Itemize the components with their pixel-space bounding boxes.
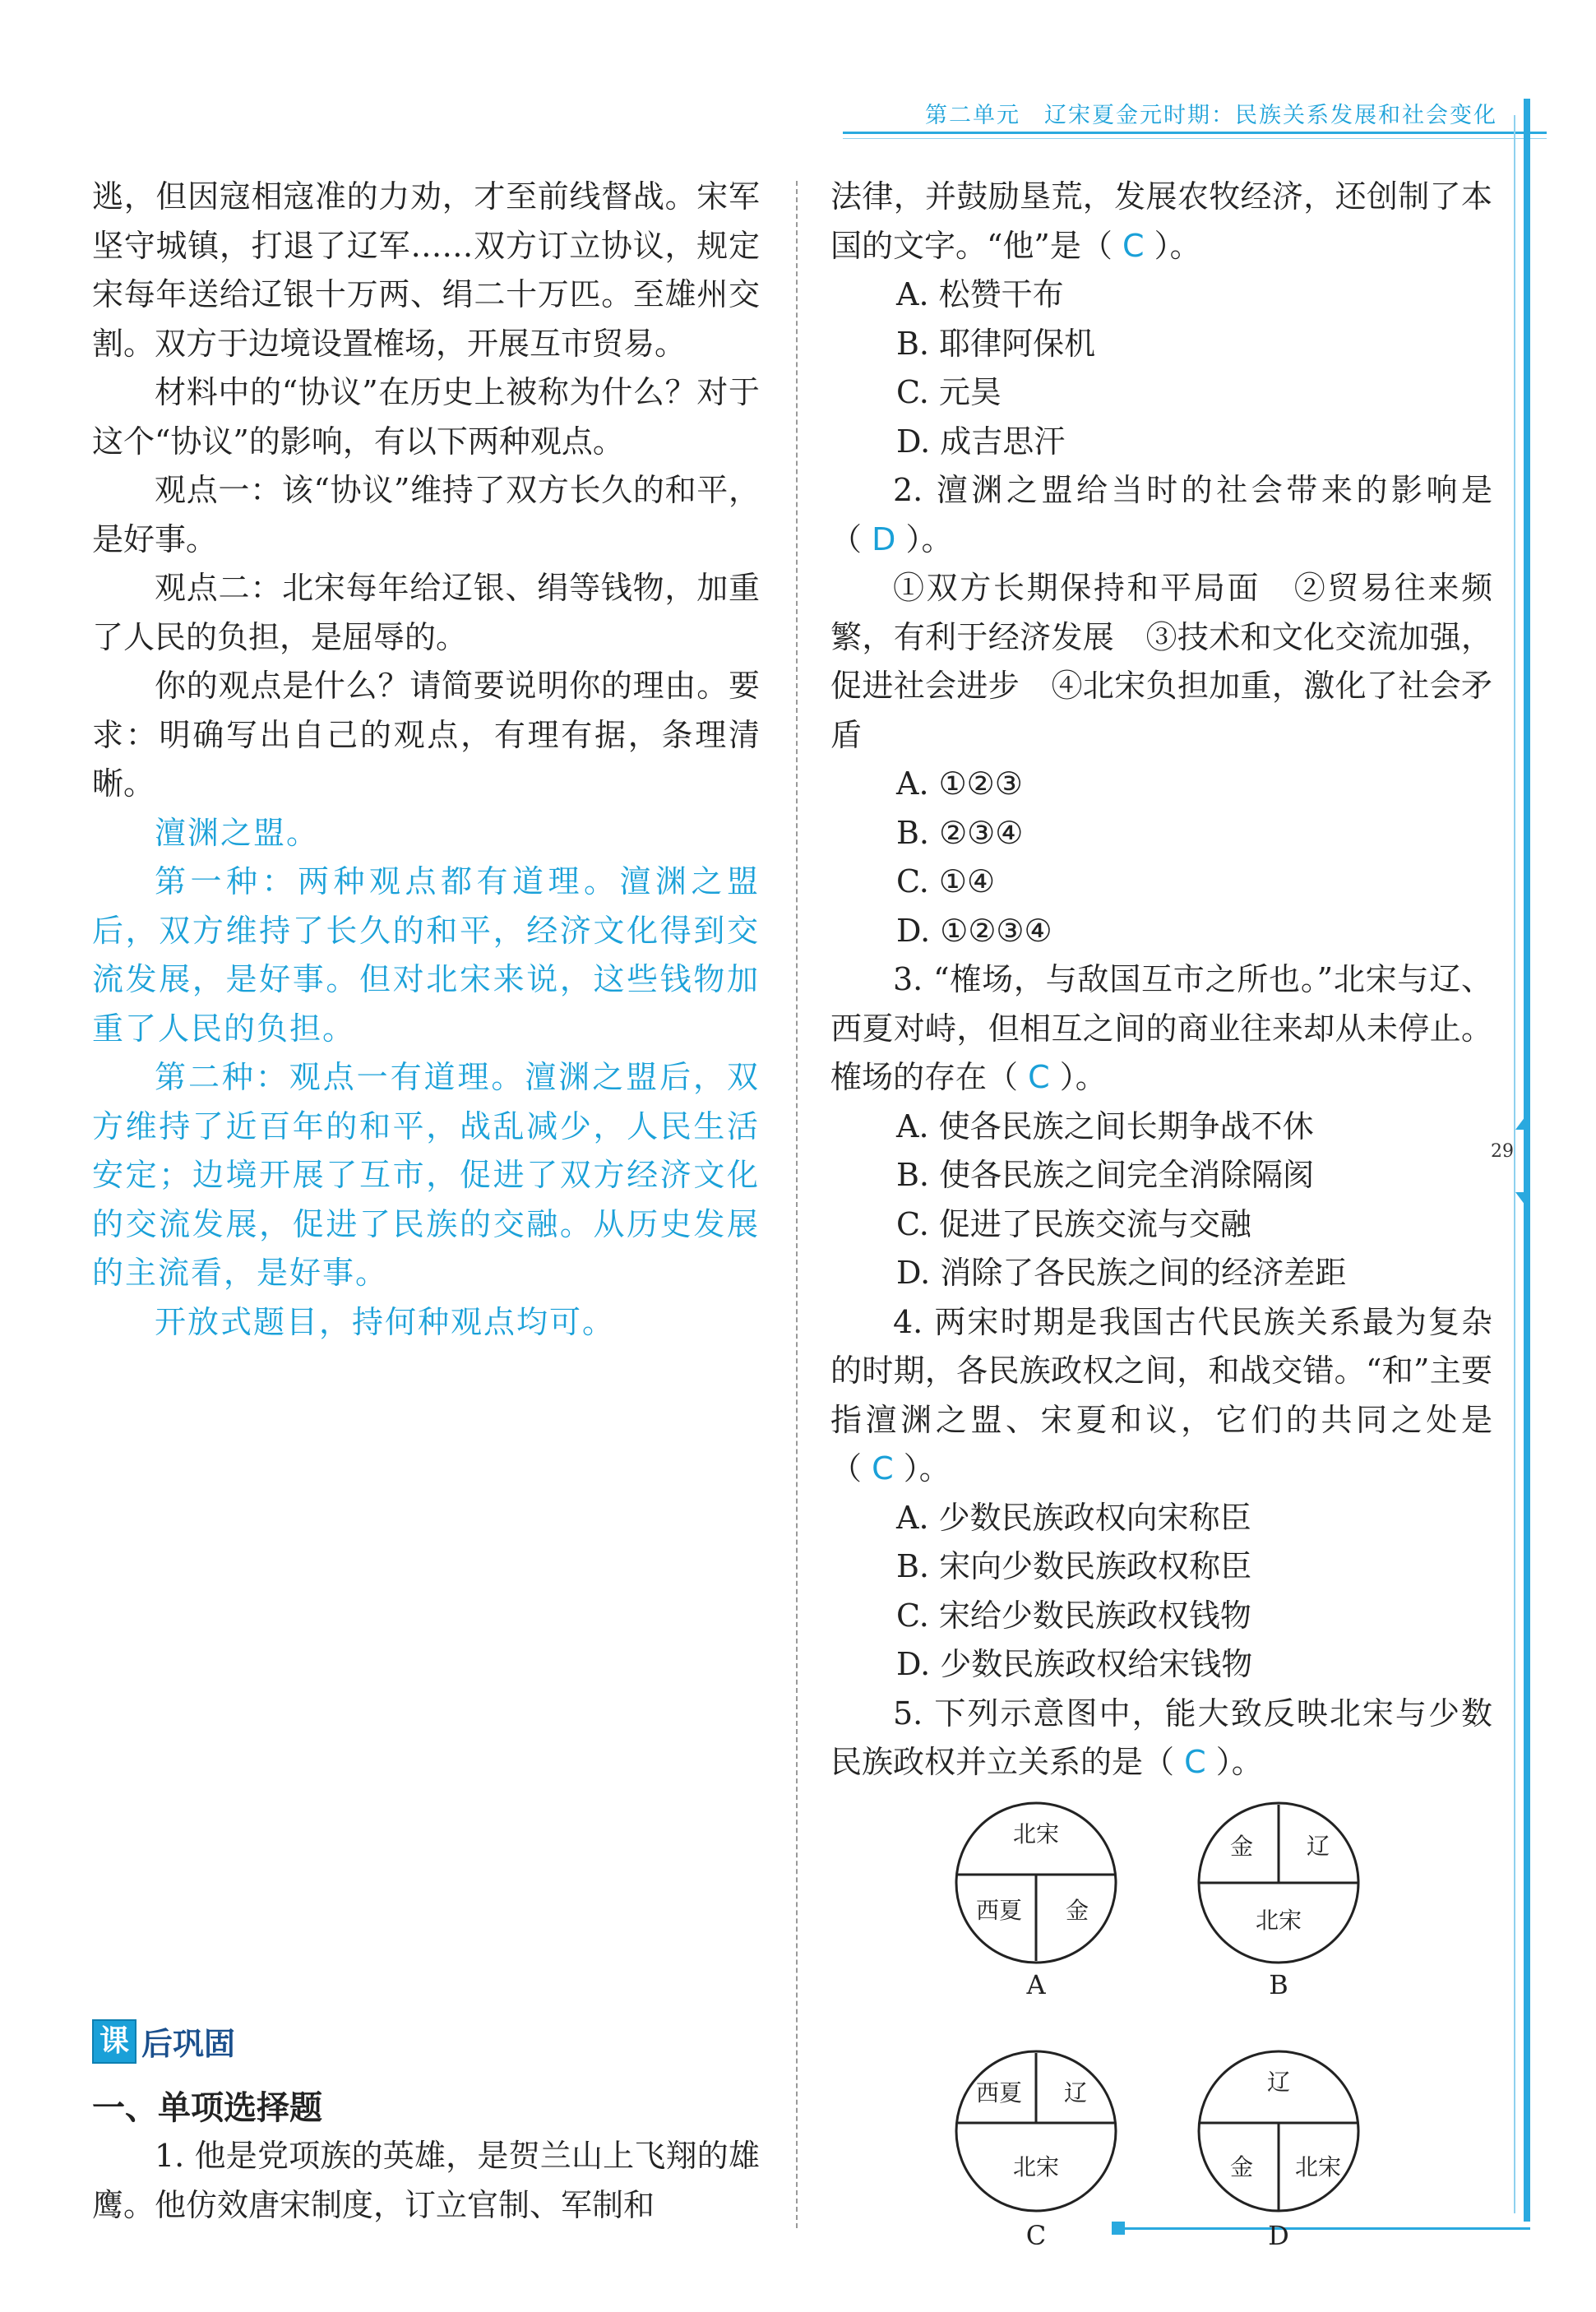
page-tab-down-icon	[1515, 1192, 1530, 1212]
q4-answer: C	[872, 1450, 894, 1487]
q2-option-d: D. ①②③④	[896, 912, 1052, 949]
answer-view-second: 第二种：观点一有道理。澶渊之盟后，双方维持了近百年的和平，战乱减少，人民生活安定；边境开展了互市，促进了双方经济文化的交流发展，促进了民族的交融。从历史发展的主流看，是好事。	[92, 1059, 760, 1291]
diagram-d-label: D	[1268, 2220, 1289, 2251]
q2-stem: 2. 澶渊之盟给当时的社会带来的影响是（ D ）。	[830, 472, 1492, 557]
q1-answer: C	[1122, 227, 1145, 264]
page-number: 29	[1491, 1141, 1514, 1162]
answer-view-first: 第一种：两种观点都有道理。澶渊之盟后，双方维持了长久的和平，经济文化得到交流发展，是好事。但对北宋来说，这些钱物加重了人民的负担。	[92, 863, 760, 1047]
q3-option-c: C. 促进了民族交流与交融	[896, 1205, 1251, 1242]
header-rule	[843, 132, 1547, 134]
requirement-paragraph: 你的观点是什么？请简要说明你的理由。要求：明确写出自己的观点，有理有据，条理清晰。	[92, 668, 760, 802]
diagram-b-top-left: 金	[1229, 1833, 1254, 1860]
right-margin-bar-thin	[1514, 115, 1515, 2213]
subheading: 一、单项选择题	[92, 2089, 322, 2127]
diagram-b-bottom: 北宋	[1255, 1907, 1302, 1934]
diagram-c-label: C	[1025, 2220, 1047, 2251]
q4-option-c: C. 宋给少数民族政权钱物	[896, 1597, 1251, 1634]
q3-option-b: B. 使各民族之间完全消除隔阂	[896, 1157, 1315, 1193]
q4-option-d: D. 少数民族政权给宋钱物	[896, 1646, 1253, 1682]
q1-stem-left: 1. 他是党项族的英雄，是贺兰山上飞翔的雄鹰。他仿效唐宋制度，订立官制、军制和	[92, 2138, 760, 2223]
section-heading	[92, 2018, 235, 2064]
q1-option-a: A. 松赞干布	[896, 276, 1064, 312]
q1-option-c: C. 元昊	[896, 374, 1002, 410]
lesson-icon: 课	[92, 2019, 136, 2064]
diagram-a-bottom-right: 金	[1065, 1897, 1089, 1924]
viewpoint-two: 观点二：北宋每年给辽银、绢等钱物，加重了人民的负担，是屈辱的。	[92, 570, 760, 655]
unit-header-title: 第二单元 辽宋夏金元时期：民族关系发展和社会变化	[925, 103, 1497, 128]
right-column	[830, 173, 1492, 1787]
q5-stem: 5. 下列示意图中，能大致反映北宋与少数民族政权并立关系的是（ C ）。	[830, 1695, 1492, 1780]
q3-option-d: D. 消除了各民族之间的经济差距	[896, 1255, 1347, 1291]
answer-open-note: 开放式题目，持何种观点均可。	[155, 1303, 616, 1340]
diagram-a-top: 北宋	[1012, 1820, 1060, 1847]
column-divider	[796, 181, 798, 2228]
diagram-a-bottom-left: 西夏	[975, 1897, 1023, 1924]
q3-option-a: A. 使各民族之间长期争战不休	[896, 1107, 1314, 1144]
q1-option-b: B. 耶律阿保机	[896, 325, 1096, 362]
section-label: 后巩固	[141, 2026, 236, 2062]
q5-diagrams	[954, 1796, 1381, 2257]
q5-diagrams-svg	[954, 1796, 1381, 2257]
page-tab-up-icon	[1515, 1110, 1530, 1130]
answer-treaty-name: 澶渊之盟。	[155, 814, 320, 851]
header-rule-thin	[843, 138, 1547, 139]
right-margin-bar	[1524, 99, 1530, 2222]
diagram-a-label: A	[1026, 1969, 1046, 2000]
diagram-d-top: 辽	[1266, 2069, 1291, 2096]
q4-stem: 4. 两宋时期是我国古代民族关系最为复杂的时期，各民族政权之间，和战交错。“和”主要指澶渊之盟、宋夏和议，它们的共同之处是（ C ）。	[830, 1303, 1492, 1487]
viewpoint-one: 观点一：该“协议”维持了双方长久的和平，是好事。	[92, 472, 760, 557]
diagram-b-label: B	[1269, 1969, 1288, 2000]
diagram-d-bottom-left: 金	[1229, 2153, 1254, 2180]
q1-option-d: D. 成吉思汗	[896, 423, 1066, 460]
q2-option-c: C. ①④	[896, 863, 996, 899]
question-paragraph: 材料中的“协议”在历史上被称为什么？对于这个“协议”的影响，有以下两种观点。	[92, 374, 760, 460]
q2-items: ①双方长期保持和平局面 ②贸易往来频繁，有利于经济发展 ③技术和文化交流加强，促进社会进步 ④北宋负担加重，激化了社会矛盾	[830, 570, 1492, 753]
q4-option-a: A. 少数民族政权向宋称臣	[896, 1499, 1251, 1536]
q5-answer: C	[1184, 1744, 1206, 1780]
diagram-d-bottom-right: 北宋	[1294, 2153, 1342, 2180]
q2-option-a: A. ①②③	[896, 765, 1023, 802]
q4-option-b: B. 宋向少数民族政权称臣	[896, 1548, 1252, 1584]
diagram-b-top-right: 辽	[1306, 1833, 1330, 1860]
diagram-c-bottom: 北宋	[1012, 2153, 1060, 2180]
q2-option-b: B. ②③④	[896, 814, 1024, 851]
material-paragraph: 逃，但因寇相寇准的力劝，才至前线督战。宋军坚守城镇，打退了辽军……双方订立协议，规定宋每年送给辽银十万两、绢二十万匹。至雄州交割。双方于边境设置榷场，开展互市贸易。	[92, 178, 760, 362]
diagram-c-top-right: 辽	[1063, 2079, 1088, 2106]
q1-stem-right: 法律，并鼓励垦荒，发展农牧经济，还创制了本国的文字。“他”是（ C ）。	[830, 178, 1492, 264]
q2-answer: D	[872, 520, 896, 557]
q3-answer: C	[1028, 1059, 1050, 1095]
diagram-c-top-left: 西夏	[975, 2079, 1023, 2106]
q3-stem: 3. “榷场，与敌国互市之所也。”北宋与辽、西夏对峙，但相互之间的商业往来却从未停止。榷场的存在（ C ）。	[830, 961, 1492, 1095]
left-column	[92, 173, 760, 1347]
